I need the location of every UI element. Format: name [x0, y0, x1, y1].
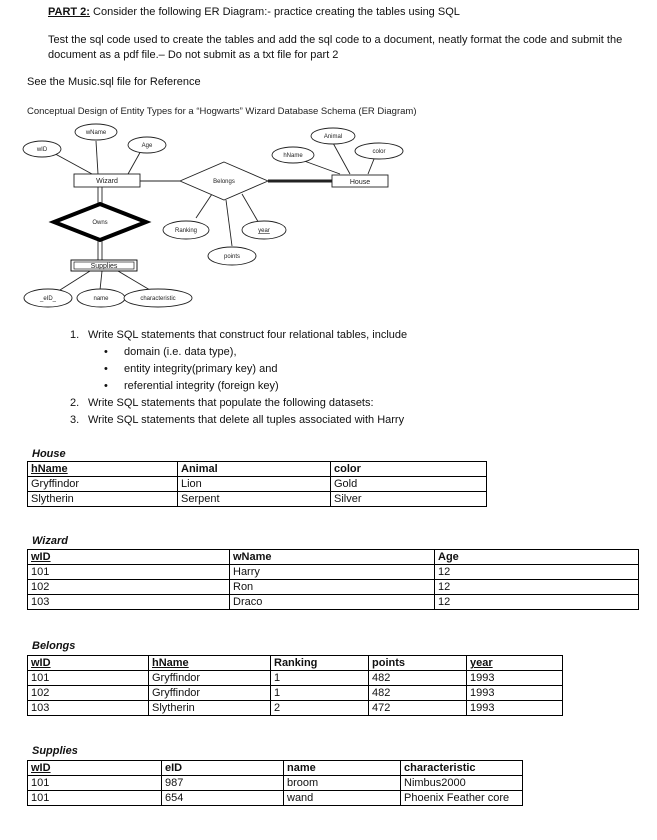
header-cell: hName [149, 656, 271, 671]
header-cell: eID [162, 761, 284, 776]
supplies-table [27, 760, 523, 806]
attr-characteristic-label: characteristic [140, 296, 176, 302]
table-header-row [28, 462, 487, 477]
table-cell: Harry [230, 565, 435, 580]
task-1-bullet: • entity integrity(primary key) and [70, 361, 407, 378]
table-cell: 472 [369, 701, 467, 716]
wizard-label: Wizard [96, 178, 118, 185]
table-cell: 2 [271, 701, 369, 716]
table-cell: Slytherin [28, 492, 178, 507]
attr-name-label: name [93, 296, 109, 302]
reference-note: See the Music.sql file for Reference [27, 76, 201, 88]
table-cell: 102 [28, 580, 230, 595]
intro-paragraph: Test the sql code used to create the tables and add the sql code to a document, neatly format the code and submit the document as a pdf file.– Do not submit as a txt file for part 2 [48, 34, 623, 61]
header-cell: wID [28, 761, 162, 776]
table-row [28, 791, 523, 806]
supplies-table-title: Supplies [32, 745, 78, 757]
table-cell: 1 [271, 671, 369, 686]
task-2 [70, 395, 407, 412]
attr-wname-label: wName [85, 130, 107, 136]
table-cell: wand [284, 791, 401, 806]
task-2-number: 2. [70, 397, 80, 409]
table-cell: Gryffindor [28, 477, 178, 492]
table-cell: 101 [28, 776, 162, 791]
table-cell: Slytherin [149, 701, 271, 716]
supplies-label: Supplies [90, 263, 118, 270]
attr-year-label: year [258, 228, 270, 234]
table-cell: Nimbus2000 [401, 776, 523, 791]
attr-eid-label: _eID_ [39, 296, 57, 302]
table-cell: Serpent [178, 492, 331, 507]
table-cell: 101 [28, 671, 149, 686]
table-cell: 1993 [467, 701, 563, 716]
attr-hname-label: hName [283, 153, 303, 159]
table-row [28, 492, 487, 507]
wizard-table [27, 549, 639, 610]
table-header-row [28, 550, 639, 565]
table-cell: Phoenix Feather core [401, 791, 523, 806]
table-cell: Gryffindor [149, 671, 271, 686]
header-cell: name [284, 761, 401, 776]
er-diagram [0, 118, 657, 313]
table-row [28, 565, 639, 580]
table-cell: 101 [28, 791, 162, 806]
attr-points-label: points [223, 254, 241, 260]
part-heading [48, 6, 460, 18]
header-cell: points [369, 656, 467, 671]
table-cell: Lion [178, 477, 331, 492]
wizard-table-title: Wizard [32, 535, 68, 547]
table-cell: 482 [369, 671, 467, 686]
belongs-table-title: Belongs [32, 640, 76, 652]
header-cell: characteristic [401, 761, 523, 776]
header-cell: wName [230, 550, 435, 565]
table-row [28, 477, 487, 492]
table-row [28, 701, 563, 716]
header-cell: Animal [178, 462, 331, 477]
table-row [28, 580, 639, 595]
task-2-text: Write SQL statements that populate the following datasets: [88, 397, 374, 409]
table-cell: 1 [271, 686, 369, 701]
table-cell: 101 [28, 565, 230, 580]
table-row [28, 595, 639, 610]
diagram-caption: Conceptual Design of Entity Types for a “Hogwarts” Wizard Database Schema (ER Diagram) [27, 106, 417, 117]
part-label: PART 2: [48, 6, 90, 18]
task-list [70, 327, 407, 429]
header-cell: year [467, 656, 563, 671]
table-cell: 987 [162, 776, 284, 791]
task-1-number: 1. [70, 329, 80, 341]
table-cell: Silver [331, 492, 487, 507]
table-header-row [28, 656, 563, 671]
task-1-text: Write SQL statements that construct four relational tables, include [88, 329, 408, 341]
belongs-label: Belongs [213, 179, 235, 185]
task-3-text: Write SQL statements that delete all tuples associated with Harry [88, 414, 405, 426]
owns-label: Owns [92, 220, 108, 226]
belongs-table [27, 655, 563, 716]
task-3-number: 3. [70, 414, 80, 426]
table-cell: Draco [230, 595, 435, 610]
attr-color-label: color [372, 149, 386, 155]
header-cell: hName [28, 462, 178, 477]
task-1-bullet: • referential integrity (foreign key) [70, 378, 407, 395]
table-cell: 103 [28, 595, 230, 610]
task-1-bullet: • domain (i.e. data type), [70, 344, 407, 361]
table-cell: 103 [28, 701, 149, 716]
table-cell: 654 [162, 791, 284, 806]
table-cell: broom [284, 776, 401, 791]
table-header-row [28, 761, 523, 776]
house-label: House [349, 179, 371, 186]
table-cell: 1993 [467, 671, 563, 686]
table-row [28, 776, 523, 791]
table-cell: 12 [435, 565, 639, 580]
header-cell: color [331, 462, 487, 477]
attr-animal-label: Animal [323, 134, 343, 140]
table-cell: 102 [28, 686, 149, 701]
attr-age-label: Age [141, 143, 153, 149]
table-cell: 482 [369, 686, 467, 701]
header-cell: wID [28, 550, 230, 565]
header-cell: wID [28, 656, 149, 671]
table-cell: 1993 [467, 686, 563, 701]
table-cell: Ron [230, 580, 435, 595]
table-cell: Gryffindor [149, 686, 271, 701]
table-row [28, 671, 563, 686]
attr-ranking-label: Ranking [174, 228, 198, 234]
attr-wid-label: wID [36, 147, 48, 153]
task-1 [70, 327, 407, 344]
table-cell: 12 [435, 595, 639, 610]
house-table-title: House [32, 448, 66, 460]
header-cell: Age [435, 550, 639, 565]
table-cell: 12 [435, 580, 639, 595]
house-table [27, 461, 487, 507]
part-text: Consider the following ER Diagram:- practice creating the tables using SQL [89, 6, 460, 18]
table-row [28, 686, 563, 701]
task-3 [70, 412, 407, 429]
header-cell: Ranking [271, 656, 369, 671]
table-cell: Gold [331, 477, 487, 492]
